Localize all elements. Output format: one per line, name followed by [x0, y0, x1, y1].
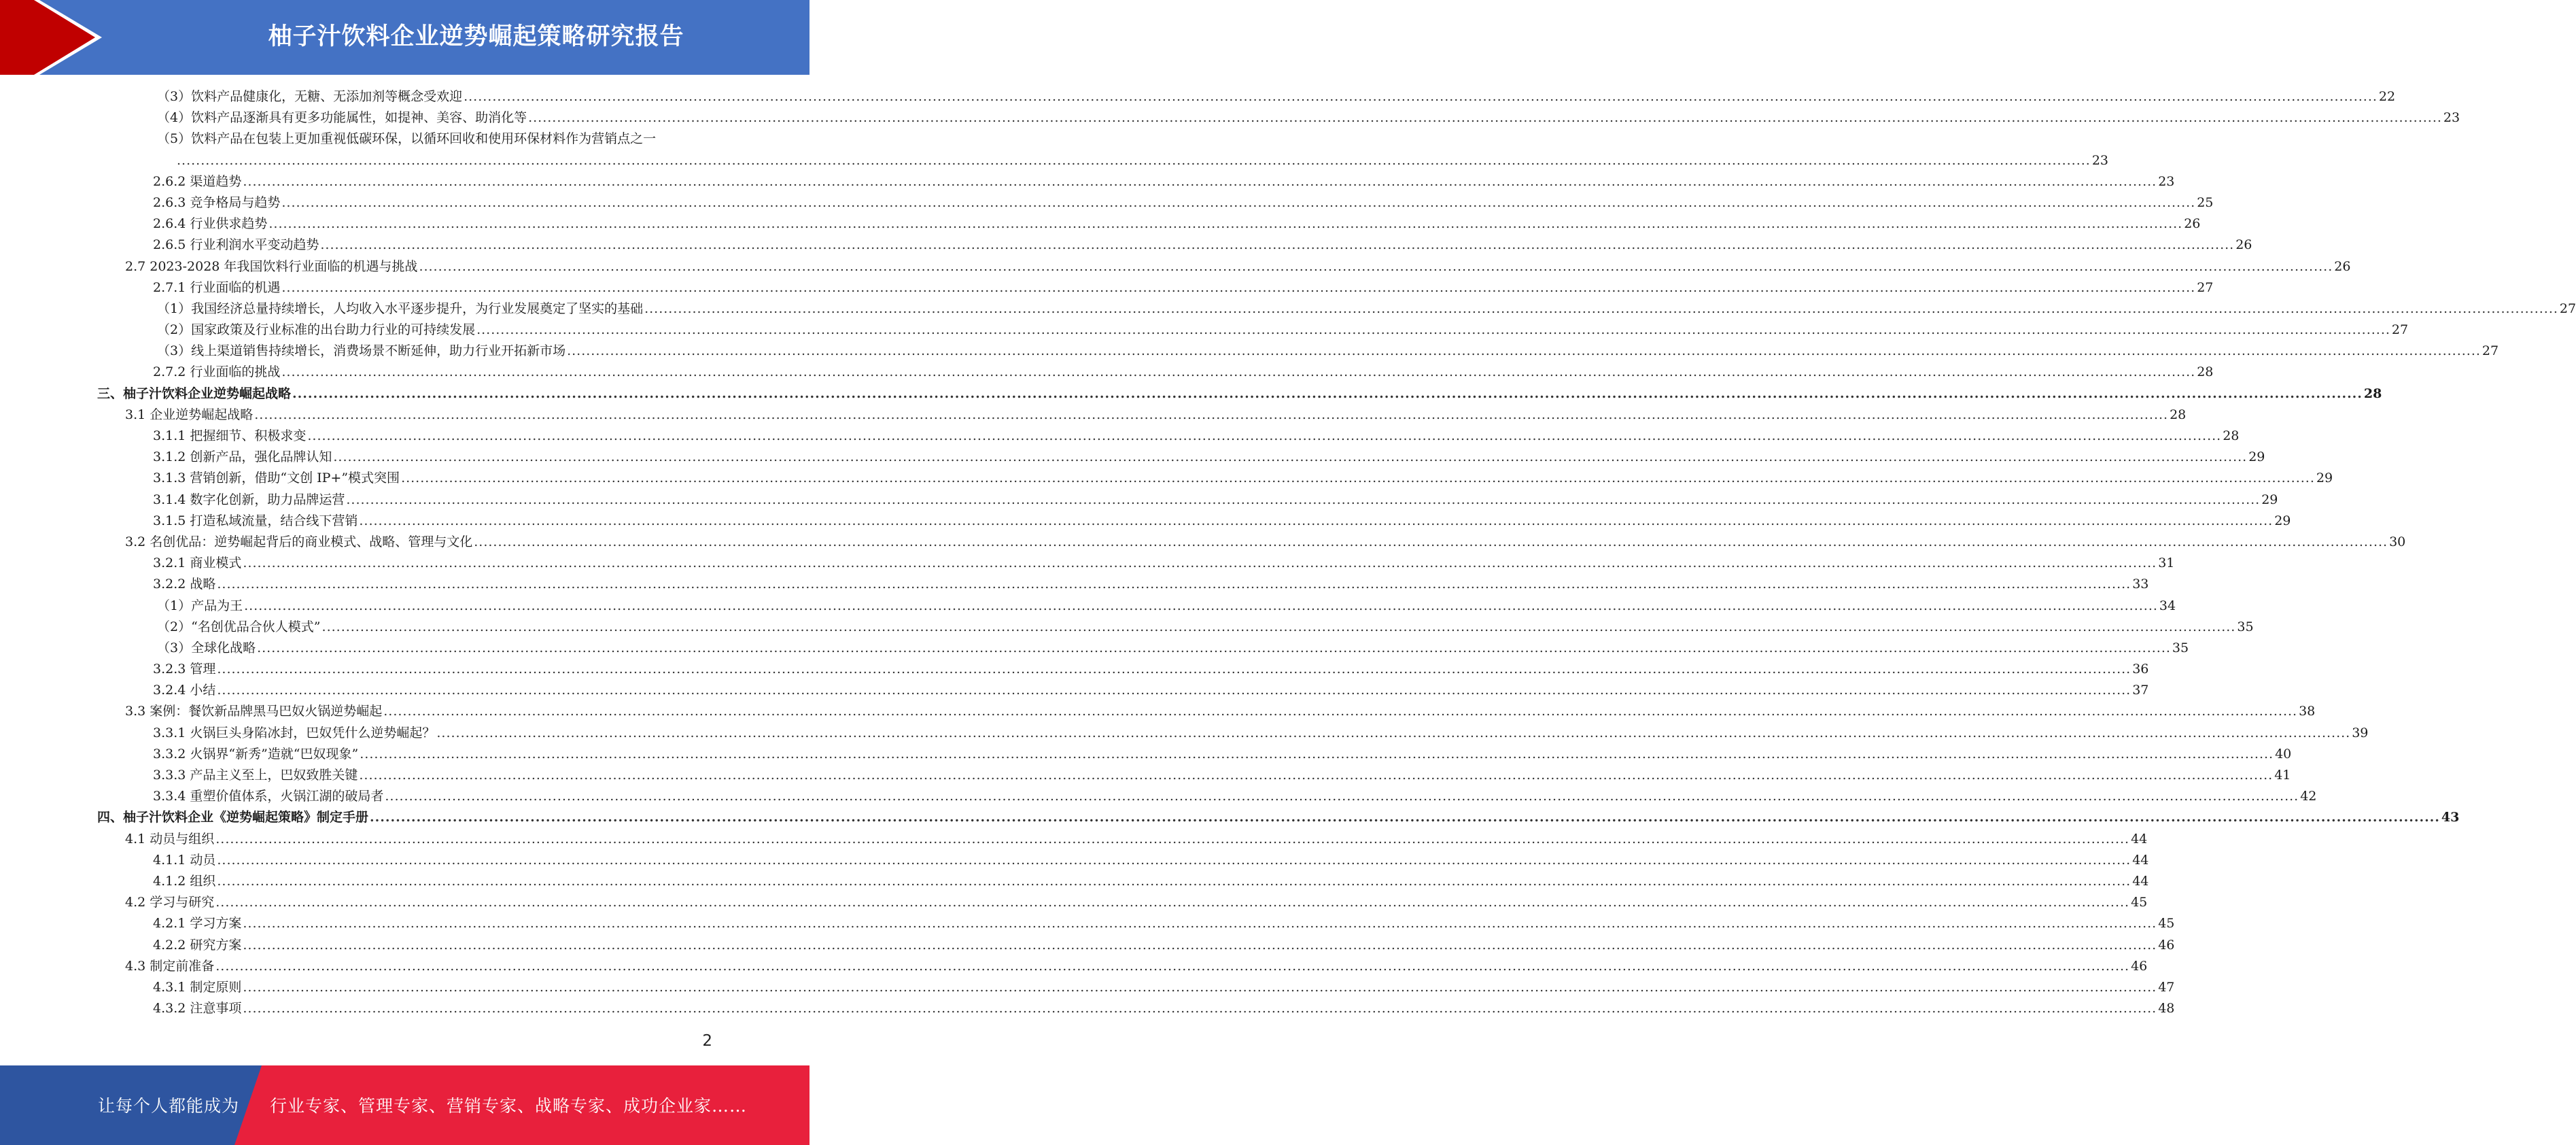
toc-entry[interactable] — [0, 596, 2176, 617]
toc-entry-title: 4.3.1 制定原则 — [153, 979, 242, 995]
toc-entry-title: 2.6.2 渠道趋势 — [153, 173, 242, 189]
toc-entry-title: 三、柚子汁饮料企业逆势崛起战略 — [97, 386, 292, 401]
toc-entry-page: 35 — [2172, 640, 2189, 655]
toc-leader-dots: ................................................................................................................................................................................................................................................................................................................................................................................................................ — [217, 577, 2131, 592]
toc-leader-dots: ................................................................................................................................................................................................................................................................................................................................................................................................................ — [281, 194, 2196, 210]
toc-leader-dots: ................................................................................................................................................................................................................................................................................................................................................................................................................ — [243, 979, 2157, 995]
toc-entry-page: 44 — [2132, 852, 2149, 868]
toc-entry[interactable] — [0, 405, 2187, 426]
toc-entry-page: 28 — [2223, 428, 2240, 443]
toc-entry[interactable] — [0, 320, 2409, 341]
toc-leader-dots: ................................................................................................................................................................................................................................................................................................................................................................................................................ — [385, 789, 2299, 804]
toc-entry-title: 3.1.1 把握细节、积极求变 — [153, 428, 307, 443]
toc-entry-title: 四、柚子汁饮料企业《逆势崛起策略》制定手册 — [97, 810, 369, 825]
toc-entry-page: 44 — [2132, 873, 2149, 889]
toc-entry-page: 40 — [2275, 746, 2292, 762]
toc-leader-dots: ................................................................................................................................................................................................................................................................................................................................................................................................................ — [474, 534, 2388, 549]
toc-entry-title: 2.7 2023-2028 年我国饮料行业面临的机遇与挑战 — [125, 258, 418, 274]
toc-entry[interactable] — [0, 786, 2317, 807]
toc-leader-dots: ................................................................................................................................................................................................................................................................................................................................................................................................................ — [254, 407, 2169, 422]
toc-entry[interactable] — [0, 892, 2148, 913]
toc-entry-title: （1）产品为王 — [157, 598, 243, 613]
toc-entry-title: 3.3.3 产品主义至上，巴奴致胜关键 — [153, 768, 358, 783]
toc-leader-dots: ................................................................................................................................................................................................................................................................................................................................................................................................................ — [321, 619, 2236, 634]
toc-entry-page: 42 — [2300, 789, 2317, 804]
toc-entry-title: 4.2.1 学习方案 — [153, 916, 242, 932]
toc-entry-page: 38 — [2299, 704, 2316, 719]
toc-leader-dots: ................................................................................................................................................................................................................................................................................................................................................................................................................ — [217, 852, 2131, 868]
toc-entry-title: 3.3 案例：餐饮新品牌黑马巴奴火锅逆势崛起 — [125, 704, 383, 719]
toc-entry-page: 43 — [2441, 810, 2460, 825]
toc-entry-page: 26 — [2184, 216, 2201, 232]
toc-entry[interactable] — [0, 956, 2148, 977]
toc-leader-dots: ................................................................................................................................................................................................................................................................................................................................................................................................................ — [281, 364, 2196, 380]
toc-entry-title: 2.7.1 行业面临的机遇 — [153, 279, 281, 295]
toc-entry[interactable] — [0, 298, 2576, 320]
toc-leader-dots: ................................................................................................................................................................................................................................................................................................................................................................................................................ — [476, 322, 2390, 338]
toc-entry-page: 46 — [2158, 937, 2175, 953]
page-footer — [0, 1065, 810, 1145]
toc-leader-dots: ................................................................................................................................................................................................................................................................................................................................................................................................................ — [370, 810, 2440, 825]
toc-leader-dots: ................................................................................................................................................................................................................................................................................................................................................................................................................ — [243, 173, 2157, 189]
toc-entry[interactable] — [0, 998, 2175, 1019]
toc-entry-title: 3.1 企业逆势崛起战略 — [125, 407, 254, 422]
toc-leader-dots: ................................................................................................................................................................................................................................................................................................................................................................................................................ — [359, 513, 2274, 528]
toc-leader-dots: ................................................................................................................................................................................................................................................................................................................................................................................................................ — [528, 110, 2442, 126]
toc-leader-dots: ................................................................................................................................................................................................................................................................................................................................................................................................................ — [419, 258, 2333, 274]
toc-entry-title: （3）线上渠道销售持续增长，消费场景不断延伸，助力行业开拓新市场 — [157, 343, 566, 359]
toc-entry-title: 3.3.1 火锅巨头身陷冰封，巴奴凭什么逆势崛起？ — [153, 725, 436, 740]
toc-entry[interactable] — [0, 701, 2316, 722]
toc-leader-dots: ................................................................................................................................................................................................................................................................................................................................................................................................................ — [243, 556, 2157, 571]
toc-leader-dots: ................................................................................................................................................................................................................................................................................................................................................................................................................ — [464, 89, 2378, 104]
toc-entry-page: 26 — [2235, 237, 2252, 253]
toc-entry-page: 36 — [2132, 662, 2149, 677]
toc-leader-dots: ................................................................................................................................................................................................................................................................................................................................................................................................................ — [333, 449, 2248, 465]
toc-entry[interactable] — [0, 553, 2175, 574]
toc-entry-page: 27 — [2559, 301, 2576, 316]
toc-entry-title: 4.1 动员与组织 — [125, 831, 215, 847]
toc-entry-title: 3.1.3 营销创新，借助“文创 IP+”模式突围 — [153, 471, 400, 486]
toc-leader-dots: ................................................................................................................................................................................................................................................................................................................................................................................................................ — [217, 683, 2131, 698]
toc-entry-page: 48 — [2158, 1001, 2175, 1016]
toc-entry[interactable] — [0, 723, 2369, 744]
toc-entry[interactable] — [0, 617, 2254, 638]
toc-entry[interactable] — [0, 468, 2333, 489]
toc-leader-dots: ................................................................................................................................................................................................................................................................................................................................................................................................................ — [359, 768, 2274, 783]
toc-leader-dots: ................................................................................................................................................................................................................................................................................................................................................................................................................ — [215, 895, 2130, 910]
toc-entry[interactable] — [0, 277, 2214, 298]
toc-entry-page: 23 — [2158, 173, 2175, 189]
report-title: 柚子汁饮料企业逆势崛起策略研究报告 — [268, 23, 684, 50]
toc-entry-title: 2.6.4 行业供求趋势 — [153, 216, 268, 232]
toc-leader-dots: ................................................................................................................................................................................................................................................................................................................................................................................................................ — [243, 937, 2157, 953]
page-number: 2 — [702, 1032, 712, 1050]
toc-leader-dots: ................................................................................................................................................................................................................................................................................................................................................................................................................ — [436, 725, 2351, 740]
toc-entry-title: 3.3.4 重塑价值体系，火锅江湖的破局者 — [153, 789, 384, 804]
toc-entry-page: 28 — [2363, 386, 2382, 401]
table-of-contents — [0, 86, 2576, 1019]
toc-entry-title: 3.2.4 小结 — [153, 683, 216, 698]
footer-slogan-right: 行业专家、管理专家、营销专家、战略专家、成功企业家…… — [270, 1096, 748, 1116]
toc-entry[interactable] — [0, 256, 2351, 277]
toc-leader-dots: ................................................................................................................................................................................................................................................................................................................................................................................................................ — [360, 746, 2274, 762]
toc-entry-page: 44 — [2131, 831, 2148, 847]
toc-entry-page: 25 — [2197, 194, 2214, 210]
toc-entry[interactable] — [0, 807, 2460, 828]
toc-entry[interactable] — [0, 235, 2252, 256]
toc-entry[interactable] — [0, 680, 2149, 701]
toc-entry-title: 2.6.5 行业利润水平变动趋势 — [153, 237, 319, 253]
toc-entry-page: 46 — [2131, 958, 2148, 974]
toc-entry-page: 29 — [2261, 492, 2278, 507]
toc-entry-page: 29 — [2316, 471, 2333, 486]
toc-leader-dots: ................................................................................................................................................................................................................................................................................................................................................................................................................ — [257, 640, 2171, 655]
toc-entry-page: 45 — [2158, 916, 2175, 932]
toc-entry[interactable] — [0, 129, 810, 150]
toc-entry-page: 27 — [2197, 279, 2214, 295]
footer-slogan-left: 让每个人都能成为 — [98, 1096, 240, 1116]
toc-entry[interactable] — [0, 213, 2201, 235]
toc-entry-page: 35 — [2237, 619, 2254, 634]
toc-leader-dots: ................................................................................................................................................................................................................................................................................................................................................................................................................ — [243, 916, 2157, 932]
toc-entry[interactable] — [0, 362, 2214, 383]
toc-entry-title: 3.1.4 数字化创新，助力品牌运营 — [153, 492, 345, 507]
toc-entry-title: （4）饮料产品逐渐具有更多功能属性，如提神、美容、助消化等 — [157, 110, 527, 126]
toc-leader-dots: ................................................................................................................................................................................................................................................................................................................................................................................................................ — [346, 492, 2261, 507]
toc-entry[interactable] — [0, 341, 2499, 362]
toc-entry[interactable] — [0, 532, 2406, 553]
toc-entry-title: （2）“名创优品合伙人模式” — [157, 619, 321, 634]
toc-leader-dots: ................................................................................................................................................................................................................................................................................................................................................................................................................ — [177, 152, 2091, 168]
toc-leader-dots: ................................................................................................................................................................................................................................................................................................................................................................................................................ — [281, 279, 2196, 295]
toc-entry[interactable] — [0, 638, 2189, 659]
toc-entry[interactable] — [0, 383, 2382, 405]
toc-entry-title: 2.7.2 行业面临的挑战 — [153, 364, 281, 380]
toc-leader-dots: ................................................................................................................................................................................................................................................................................................................................................................................................................ — [268, 216, 2183, 232]
toc-entry-title: 4.2.2 研究方案 — [153, 937, 242, 953]
toc-leader-dots: ................................................................................................................................................................................................................................................................................................................................................................................................................ — [244, 598, 2158, 613]
toc-entry[interactable] — [0, 86, 2396, 107]
toc-leader-dots: ................................................................................................................................................................................................................................................................................................................................................................................................................ — [243, 1001, 2157, 1016]
toc-entry-title: 4.2 学习与研究 — [125, 895, 215, 910]
toc-entry-title: （3）全球化战略 — [157, 640, 256, 655]
toc-entry[interactable] — [0, 107, 2460, 129]
toc-entry[interactable] — [0, 829, 2148, 850]
page-header — [0, 0, 810, 75]
toc-entry-title: （3）饮料产品健康化，无糖、无添加剂等概念受欢迎 — [157, 89, 463, 104]
toc-entry[interactable] — [0, 871, 2149, 892]
toc-entry[interactable] — [0, 977, 2175, 998]
toc-entry-page: 28 — [2170, 407, 2187, 422]
toc-entry-page: 23 — [2443, 110, 2460, 126]
toc-entry-page: 29 — [2248, 449, 2265, 465]
toc-leader-dots: ................................................................................................................................................................................................................................................................................................................................................................................................................ — [307, 428, 2222, 443]
toc-entry-title: 3.3.2 火锅界“新秀”造就“巴奴现象” — [153, 746, 359, 762]
toc-entry-title: 3.2.3 管理 — [153, 662, 216, 677]
toc-entry-page: 28 — [2197, 364, 2214, 380]
toc-entry-title: 3.1.5 打造私域流量，结合线下营销 — [153, 513, 358, 528]
toc-entry-title: 3.1.2 创新产品，强化品牌认知 — [153, 449, 332, 465]
toc-entry-page: 34 — [2159, 598, 2176, 613]
toc-entry-page: 23 — [2091, 152, 2109, 168]
toc-entry[interactable] — [0, 765, 2291, 786]
toc-entry-page: 37 — [2132, 683, 2149, 698]
toc-entry[interactable] — [0, 150, 2109, 171]
toc-entry-page: 27 — [2482, 343, 2499, 359]
toc-leader-dots: ................................................................................................................................................................................................................................................................................................................................................................................................................ — [320, 237, 2235, 253]
toc-leader-dots: ................................................................................................................................................................................................................................................................................................................................................................................................................ — [215, 831, 2130, 847]
toc-leader-dots: ................................................................................................................................................................................................................................................................................................................................................................................................................ — [215, 958, 2130, 974]
toc-entry[interactable] — [0, 744, 2292, 765]
toc-entry-page: 26 — [2334, 258, 2351, 274]
toc-leader-dots: ................................................................................................................................................................................................................................................................................................................................................................................................................ — [383, 704, 2298, 719]
toc-leader-dots: ................................................................................................................................................................................................................................................................................................................................................................................................................ — [644, 301, 2558, 316]
chevron-arrow-icon — [0, 0, 109, 75]
toc-entry[interactable] — [0, 426, 2240, 447]
toc-entry[interactable] — [0, 490, 2278, 511]
toc-entry[interactable] — [0, 913, 2175, 934]
toc-entry-page: 27 — [2391, 322, 2409, 338]
toc-entry[interactable] — [0, 574, 2149, 595]
toc-entry[interactable] — [0, 511, 2291, 532]
toc-entry-title: （2）国家政策及行业标准的出台助力行业的可持续发展 — [157, 322, 476, 338]
toc-entry-page: 29 — [2274, 513, 2291, 528]
toc-entry-page: 41 — [2274, 768, 2291, 783]
toc-entry-page: 45 — [2131, 895, 2148, 910]
toc-entry-title: （5）饮料产品在包装上更加重视低碳环保，以循环回收和使用环保材料作为营销点之一 — [157, 131, 657, 147]
toc-leader-dots: ................................................................................................................................................................................................................................................................................................................................................................................................................ — [217, 873, 2131, 889]
toc-entry-title: 4.1.2 组织 — [153, 873, 216, 889]
toc-entry-page: 33 — [2132, 577, 2149, 592]
toc-entry-title: 3.2.2 战略 — [153, 577, 216, 592]
toc-entry-title: 4.1.1 动员 — [153, 852, 216, 868]
toc-leader-dots: ................................................................................................................................................................................................................................................................................................................................................................................................................ — [292, 386, 2363, 401]
toc-entry-page: 22 — [2378, 89, 2396, 104]
toc-entry-title: 4.3.2 注意事项 — [153, 1001, 242, 1016]
toc-leader-dots: ................................................................................................................................................................................................................................................................................................................................................................................................................ — [217, 662, 2131, 677]
toc-entry-title: 3.2 名创优品：逆势崛起背后的商业模式、战略、管理与文化 — [125, 534, 473, 549]
toc-entry[interactable] — [0, 171, 2175, 192]
toc-leader-dots: ................................................................................................................................................................................................................................................................................................................................................................................................................ — [567, 343, 2481, 359]
toc-entry-page: 30 — [2389, 534, 2406, 549]
toc-entry-page: 47 — [2158, 979, 2175, 995]
toc-entry-title: （1）我国经济总量持续增长，人均收入水平逐步提升，为行业发展奠定了坚实的基础 — [157, 301, 644, 316]
toc-entry[interactable] — [0, 850, 2149, 871]
toc-leader-dots: ................................................................................................................................................................................................................................................................................................................................................................................................................ — [401, 471, 2315, 486]
toc-entry-title: 2.6.3 竞争格局与趋势 — [153, 194, 281, 210]
toc-entry-title: 3.2.1 商业模式 — [153, 556, 242, 571]
toc-entry-page: 31 — [2158, 556, 2175, 571]
toc-entry[interactable] — [0, 659, 2149, 680]
toc-entry-page: 39 — [2352, 725, 2369, 740]
toc-entry[interactable] — [0, 935, 2175, 956]
toc-entry[interactable] — [0, 447, 2265, 468]
toc-entry-title: 4.3 制定前准备 — [125, 958, 215, 974]
toc-entry[interactable] — [0, 192, 2214, 213]
